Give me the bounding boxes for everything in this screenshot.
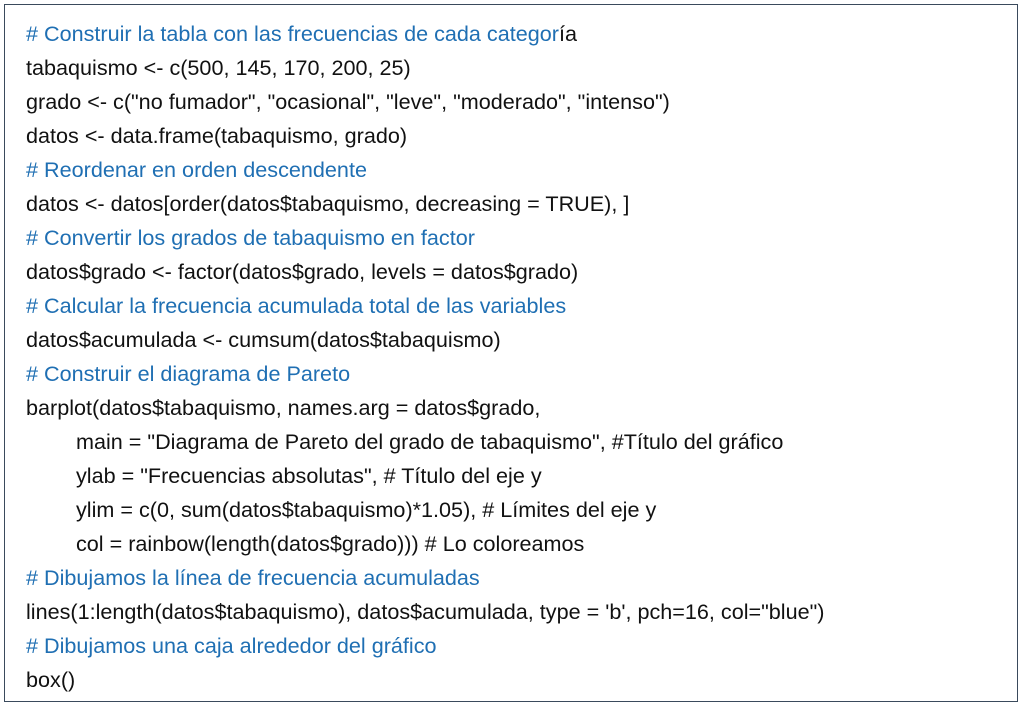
code-line: box() [26, 667, 76, 692]
code-line: grado <- c("no fumador", "ocasional", "leve", "moderado", "intenso") [26, 89, 670, 114]
code-line-indented: col = rainbow(length(datos$grado))) # Lo coloreamos [76, 531, 585, 556]
code-line: datos$acumulada <- cumsum(datos$tabaquismo) [26, 327, 501, 352]
code-line: tabaquismo <- c(500, 145, 170, 200, 25) [26, 55, 411, 80]
code-line: barplot(datos$tabaquismo, names.arg = datos$grado, [26, 395, 541, 420]
code-line-text-tail: ía [558, 21, 577, 46]
code-line-text: # Construir la tabla con las frecuencias de cada categor [26, 21, 559, 46]
code-line-indented: ylim = c(0, sum(datos$tabaquismo)*1.05), # Límites del eje y [76, 497, 657, 522]
code-line-comment: # Convertir los grados de tabaquismo en factor [26, 225, 475, 250]
code-line-comment: # Construir el diagrama de Pareto [26, 361, 351, 386]
code-line: lines(1:length(datos$tabaquismo), datos$acumulada, type = 'b', pch=16, col="blue") [26, 599, 825, 624]
code-line-comment: # Dibujamos la línea de frecuencia acumuladas [26, 565, 480, 590]
code-line: datos <- data.frame(tabaquismo, grado) [26, 123, 408, 148]
code-line: datos$grado <- factor(datos$grado, levels = datos$grado) [26, 259, 579, 284]
code-line-comment: # Dibujamos una caja alrededor del gráfico [26, 633, 437, 658]
code-listing-box [4, 4, 1018, 702]
code-line-comment: # Calcular la frecuencia acumulada total de las variables [26, 293, 567, 318]
code-line-indented: ylab = "Frecuencias absolutas", # Título del eje y [76, 463, 542, 488]
code-line: datos <- datos[order(datos$tabaquismo, decreasing = TRUE), ] [26, 191, 630, 216]
code-line-indented: main = "Diagrama de Pareto del grado de tabaquismo", #Título del gráfico [76, 429, 784, 454]
code-line-comment [26, 17, 1017, 51]
code-line-comment: # Reordenar en orden descendente [26, 157, 367, 182]
